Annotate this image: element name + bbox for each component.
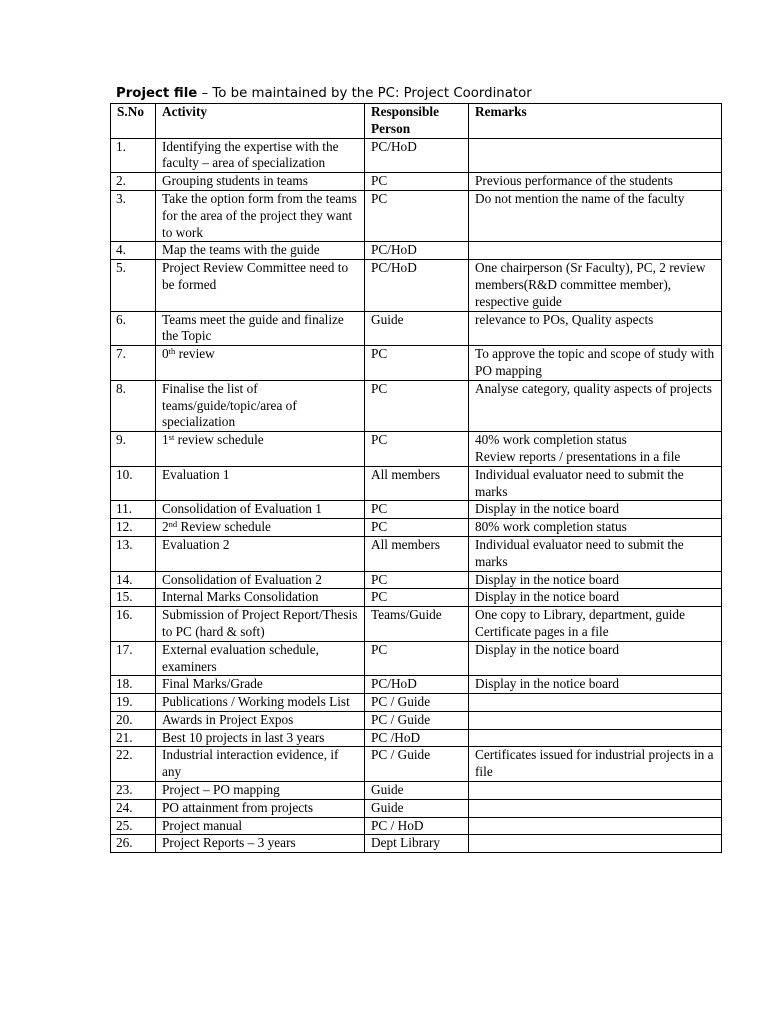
row-sno: 24. (111, 799, 156, 817)
table-row (111, 260, 722, 311)
row-responsible-person: PC / HoD (365, 817, 469, 835)
remarks-line: One copy to Library, department, guide (475, 607, 685, 623)
row-responsible-person: PC/HoD (365, 676, 469, 694)
row-sno: 1. (111, 138, 156, 173)
table-row (111, 466, 722, 501)
row-responsible-person: PC (365, 190, 469, 241)
table-row (111, 799, 722, 817)
row-responsible-person: PC /HoD (365, 729, 469, 747)
row-sno: 17. (111, 641, 156, 676)
row-sno: 7. (111, 346, 156, 381)
row-responsible-person: PC (365, 380, 469, 431)
table-row (111, 432, 722, 467)
row-activity: Consolidation of Evaluation 2 (156, 571, 365, 589)
header-remarks: Remarks (469, 104, 722, 139)
activity-number: 2 (162, 519, 169, 535)
table-row (111, 589, 722, 607)
row-remarks: Display in the notice board (469, 589, 722, 607)
row-activity: Grouping students in teams (156, 173, 365, 191)
table-row (111, 729, 722, 747)
row-sno: 16. (111, 607, 156, 642)
row-remarks (469, 782, 722, 800)
row-remarks: Display in the notice board (469, 641, 722, 676)
row-sno: 5. (111, 260, 156, 311)
row-sno: 10. (111, 466, 156, 501)
row-activity: Industrial interaction evidence, if any (156, 747, 365, 782)
remarks-line: Review reports / presentations in a file (475, 448, 681, 464)
activity-text: review (175, 346, 215, 362)
row-responsible-person: PC / Guide (365, 694, 469, 712)
row-remarks: Previous performance of the students (469, 173, 722, 191)
row-responsible-person: PC/HoD (365, 242, 469, 260)
table-row (111, 607, 722, 642)
row-remarks (469, 138, 722, 173)
document-title-rest: – To be maintained by the PC: Project Coordinator (197, 86, 532, 101)
ordinal-suffix: th (168, 346, 176, 357)
table-row (111, 138, 722, 173)
row-remarks (469, 729, 722, 747)
row-responsible-person: PC/HoD (365, 260, 469, 311)
row-activity: Final Marks/Grade (156, 676, 365, 694)
row-responsible-person: PC (365, 589, 469, 607)
table-header-row (111, 104, 722, 139)
row-responsible-person: PC (365, 173, 469, 191)
table-row (111, 311, 722, 346)
row-sno: 11. (111, 501, 156, 519)
row-activity: Internal Marks Consolidation (156, 589, 365, 607)
activity-text: Review schedule (177, 519, 271, 535)
row-activity: Project manual (156, 817, 365, 835)
row-activity: Project – PO mapping (156, 782, 365, 800)
row-activity: Map the teams with the guide (156, 242, 365, 260)
header-responsible-person: Responsible Person (365, 104, 469, 139)
row-responsible-person: Teams/Guide (365, 607, 469, 642)
table-row (111, 519, 722, 537)
row-activity: Consolidation of Evaluation 1 (156, 501, 365, 519)
document-title (116, 86, 532, 101)
table-row (111, 536, 722, 571)
row-activity: Evaluation 2 (156, 536, 365, 571)
row-responsible-person: Guide (365, 311, 469, 346)
row-sno: 15. (111, 589, 156, 607)
table-row (111, 571, 722, 589)
table-row (111, 747, 722, 782)
row-sno: 25. (111, 817, 156, 835)
row-activity: Submission of Project Report/Thesis to PC (hard & soft) (156, 607, 365, 642)
row-remarks: relevance to POs, Quality aspects (469, 311, 722, 346)
row-sno: 22. (111, 747, 156, 782)
row-responsible-person: All members (365, 536, 469, 571)
row-responsible-person: PC (365, 432, 469, 467)
table-row (111, 782, 722, 800)
remarks-line: Certificate pages in a file (475, 623, 609, 639)
row-sno: 13. (111, 536, 156, 571)
row-sno: 9. (111, 432, 156, 467)
row-remarks (469, 694, 722, 712)
row-remarks: Display in the notice board (469, 676, 722, 694)
row-activity (156, 432, 365, 467)
row-remarks: Do not mention the name of the faculty (469, 190, 722, 241)
document-title-bold: Project file (116, 86, 198, 101)
row-responsible-person: All members (365, 466, 469, 501)
row-responsible-person: PC/HoD (365, 138, 469, 173)
row-activity: Identifying the expertise with the faculty – area of specialization (156, 138, 365, 173)
row-remarks: One chairperson (Sr Faculty), PC, 2 review members(R&D committee member), respective guide (469, 260, 722, 311)
row-remarks: Analyse category, quality aspects of projects (469, 380, 722, 431)
row-activity (156, 519, 365, 537)
row-activity: Best 10 projects in last 3 years (156, 729, 365, 747)
row-sno: 23. (111, 782, 156, 800)
table-row (111, 380, 722, 431)
row-remarks: Individual evaluator need to submit the marks (469, 466, 722, 501)
row-remarks (469, 711, 722, 729)
table-row (111, 242, 722, 260)
row-responsible-person: PC (365, 519, 469, 537)
activity-number: 1 (162, 432, 169, 448)
row-activity: Project Reports – 3 years (156, 835, 365, 853)
row-remarks: Certificates issued for industrial projects in a file (469, 747, 722, 782)
row-activity: External evaluation schedule, examiners (156, 641, 365, 676)
row-responsible-person: PC (365, 346, 469, 381)
row-sno: 21. (111, 729, 156, 747)
table-row (111, 711, 722, 729)
row-sno: 20. (111, 711, 156, 729)
row-remarks (469, 242, 722, 260)
row-remarks (469, 607, 722, 642)
row-sno: 4. (111, 242, 156, 260)
table-row (111, 641, 722, 676)
row-responsible-person: PC / Guide (365, 747, 469, 782)
remarks-line: 40% work completion status (475, 432, 627, 448)
table-row (111, 835, 722, 853)
row-activity: Publications / Working models List (156, 694, 365, 712)
table-row (111, 190, 722, 241)
row-activity: Awards in Project Expos (156, 711, 365, 729)
row-remarks: Individual evaluator need to submit the marks (469, 536, 722, 571)
row-responsible-person: Guide (365, 799, 469, 817)
row-remarks (469, 799, 722, 817)
row-sno: 19. (111, 694, 156, 712)
row-remarks (469, 432, 722, 467)
row-sno: 26. (111, 835, 156, 853)
row-activity: Finalise the list of teams/guide/topic/area of specialization (156, 380, 365, 431)
row-responsible-person: PC (365, 571, 469, 589)
row-responsible-person: PC (365, 501, 469, 519)
row-responsible-person: Dept Library (365, 835, 469, 853)
row-activity: PO attainment from projects (156, 799, 365, 817)
table-row (111, 676, 722, 694)
table-row (111, 817, 722, 835)
row-activity: Project Review Committee need to be formed (156, 260, 365, 311)
row-sno: 12. (111, 519, 156, 537)
row-remarks: Display in the notice board (469, 571, 722, 589)
header-sno: S.No (111, 104, 156, 139)
activity-number: 0 (162, 346, 169, 362)
row-activity: Teams meet the guide and finalize the Topic (156, 311, 365, 346)
row-remarks: To approve the topic and scope of study with PO mapping (469, 346, 722, 381)
table-row (111, 501, 722, 519)
table-row (111, 173, 722, 191)
row-activity (156, 346, 365, 381)
row-responsible-person: PC / Guide (365, 711, 469, 729)
row-sno: 3. (111, 190, 156, 241)
header-activity: Activity (156, 104, 365, 139)
row-sno: 6. (111, 311, 156, 346)
project-file-table (110, 103, 722, 853)
row-remarks: Display in the notice board (469, 501, 722, 519)
row-activity: Take the option form from the teams for the area of the project they want to work (156, 190, 365, 241)
row-responsible-person: PC (365, 641, 469, 676)
table-body (111, 138, 722, 853)
activity-text: review schedule (174, 432, 264, 448)
row-activity: Evaluation 1 (156, 466, 365, 501)
table-row (111, 346, 722, 381)
row-sno: 14. (111, 571, 156, 589)
row-sno: 8. (111, 380, 156, 431)
row-responsible-person: Guide (365, 782, 469, 800)
row-sno: 18. (111, 676, 156, 694)
row-remarks: 80% work completion status (469, 519, 722, 537)
row-remarks (469, 835, 722, 853)
row-remarks (469, 817, 722, 835)
table-row (111, 694, 722, 712)
ordinal-suffix: st (168, 432, 175, 443)
row-sno: 2. (111, 173, 156, 191)
ordinal-suffix: nd (168, 519, 178, 530)
